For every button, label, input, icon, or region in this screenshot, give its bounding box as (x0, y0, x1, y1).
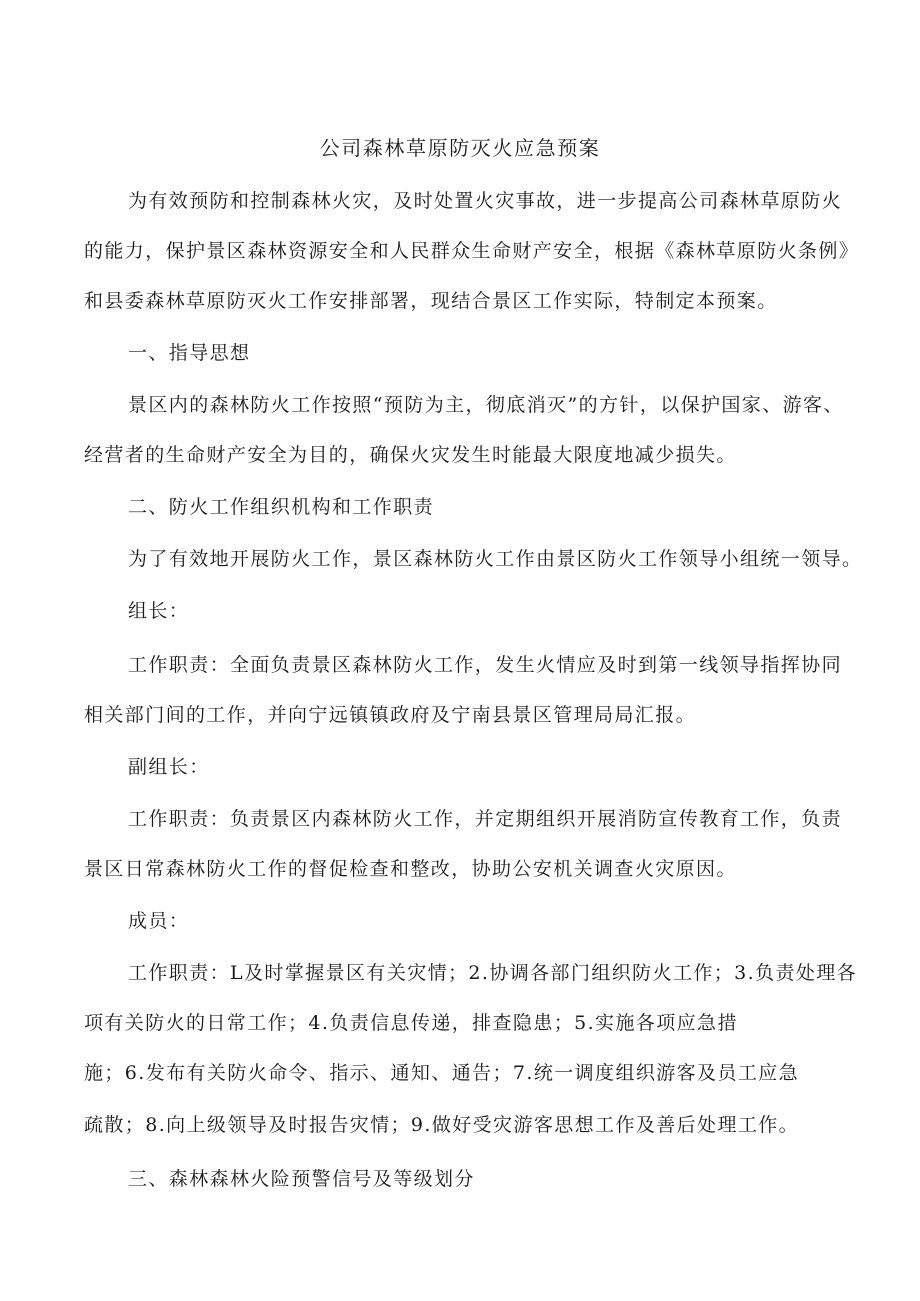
paragraph-line: 和县委森林草原防灭火工作安排部署，现结合景区工作实际，特制定本预案。 (84, 290, 778, 312)
document-title: 公司森林草原防灭火应急预案 (319, 136, 601, 160)
paragraph-line: 工作职责：全面负责景区森林防火工作，发生火情应及时到第一线领导指挥协同 (128, 654, 843, 676)
paragraph-line: 经营者的生命财产安全为目的，确保火灾发生时能最大限度地减少损失。 (84, 444, 737, 466)
paragraph-line: 项有关防火的日常工作；4.负责信息传递，排查隐患；5.实施各项应急措 (84, 1012, 738, 1034)
section-heading: 一、指导思想 (128, 342, 251, 364)
section-heading: 二、防火工作组织机构和工作职责 (128, 496, 435, 518)
paragraph-line: 景区内的森林防火工作按照“预防为主，彻底消灭”的方针，以保护国家、游客、 (128, 394, 844, 416)
paragraph-line: 的能力，保护景区森林资源安全和人民群众生命财产安全，根据《森林草原防火条例》 (84, 240, 860, 262)
role-label: 组长： (128, 600, 190, 622)
paragraph-line: 工作职责：负责景区内森林防火工作，并定期组织开展消防宣传教育工作，负责 (128, 808, 843, 830)
role-label: 副组长： (128, 756, 210, 778)
paragraph-line: 工作职责：L及时掌握景区有关灾情；2.协调各部门组织防火工作；3.负责处理各 (128, 962, 858, 984)
role-label: 成员： (128, 910, 190, 932)
paragraph-line: 景区日常森林防火工作的督促检查和整改，协助公安机关调查火灾原因。 (84, 858, 737, 880)
paragraph-line: 疏散；8.向上级领导及时报告灾情；9.做好受灾游客思想工作及善后处理工作。 (84, 1114, 800, 1136)
section-heading: 三、森林森林火险预警信号及等级划分 (128, 1168, 475, 1190)
paragraph-line: 为有效预防和控制森林火灾，及时处置火灾事故，进一步提高公司森林草原防火 (128, 190, 843, 212)
paragraph-line: 施；6.发布有关防火命令、指示、通知、通告；7.统一调度组织游客及员工应急 (84, 1062, 800, 1084)
paragraph-line: 为了有效地开展防火工作，景区森林防火工作由景区防火工作领导小组统一领导。 (128, 548, 863, 570)
paragraph-line: 相关部门间的工作，并向宁远镇镇政府及宁南县景区管理局局汇报。 (84, 704, 697, 726)
